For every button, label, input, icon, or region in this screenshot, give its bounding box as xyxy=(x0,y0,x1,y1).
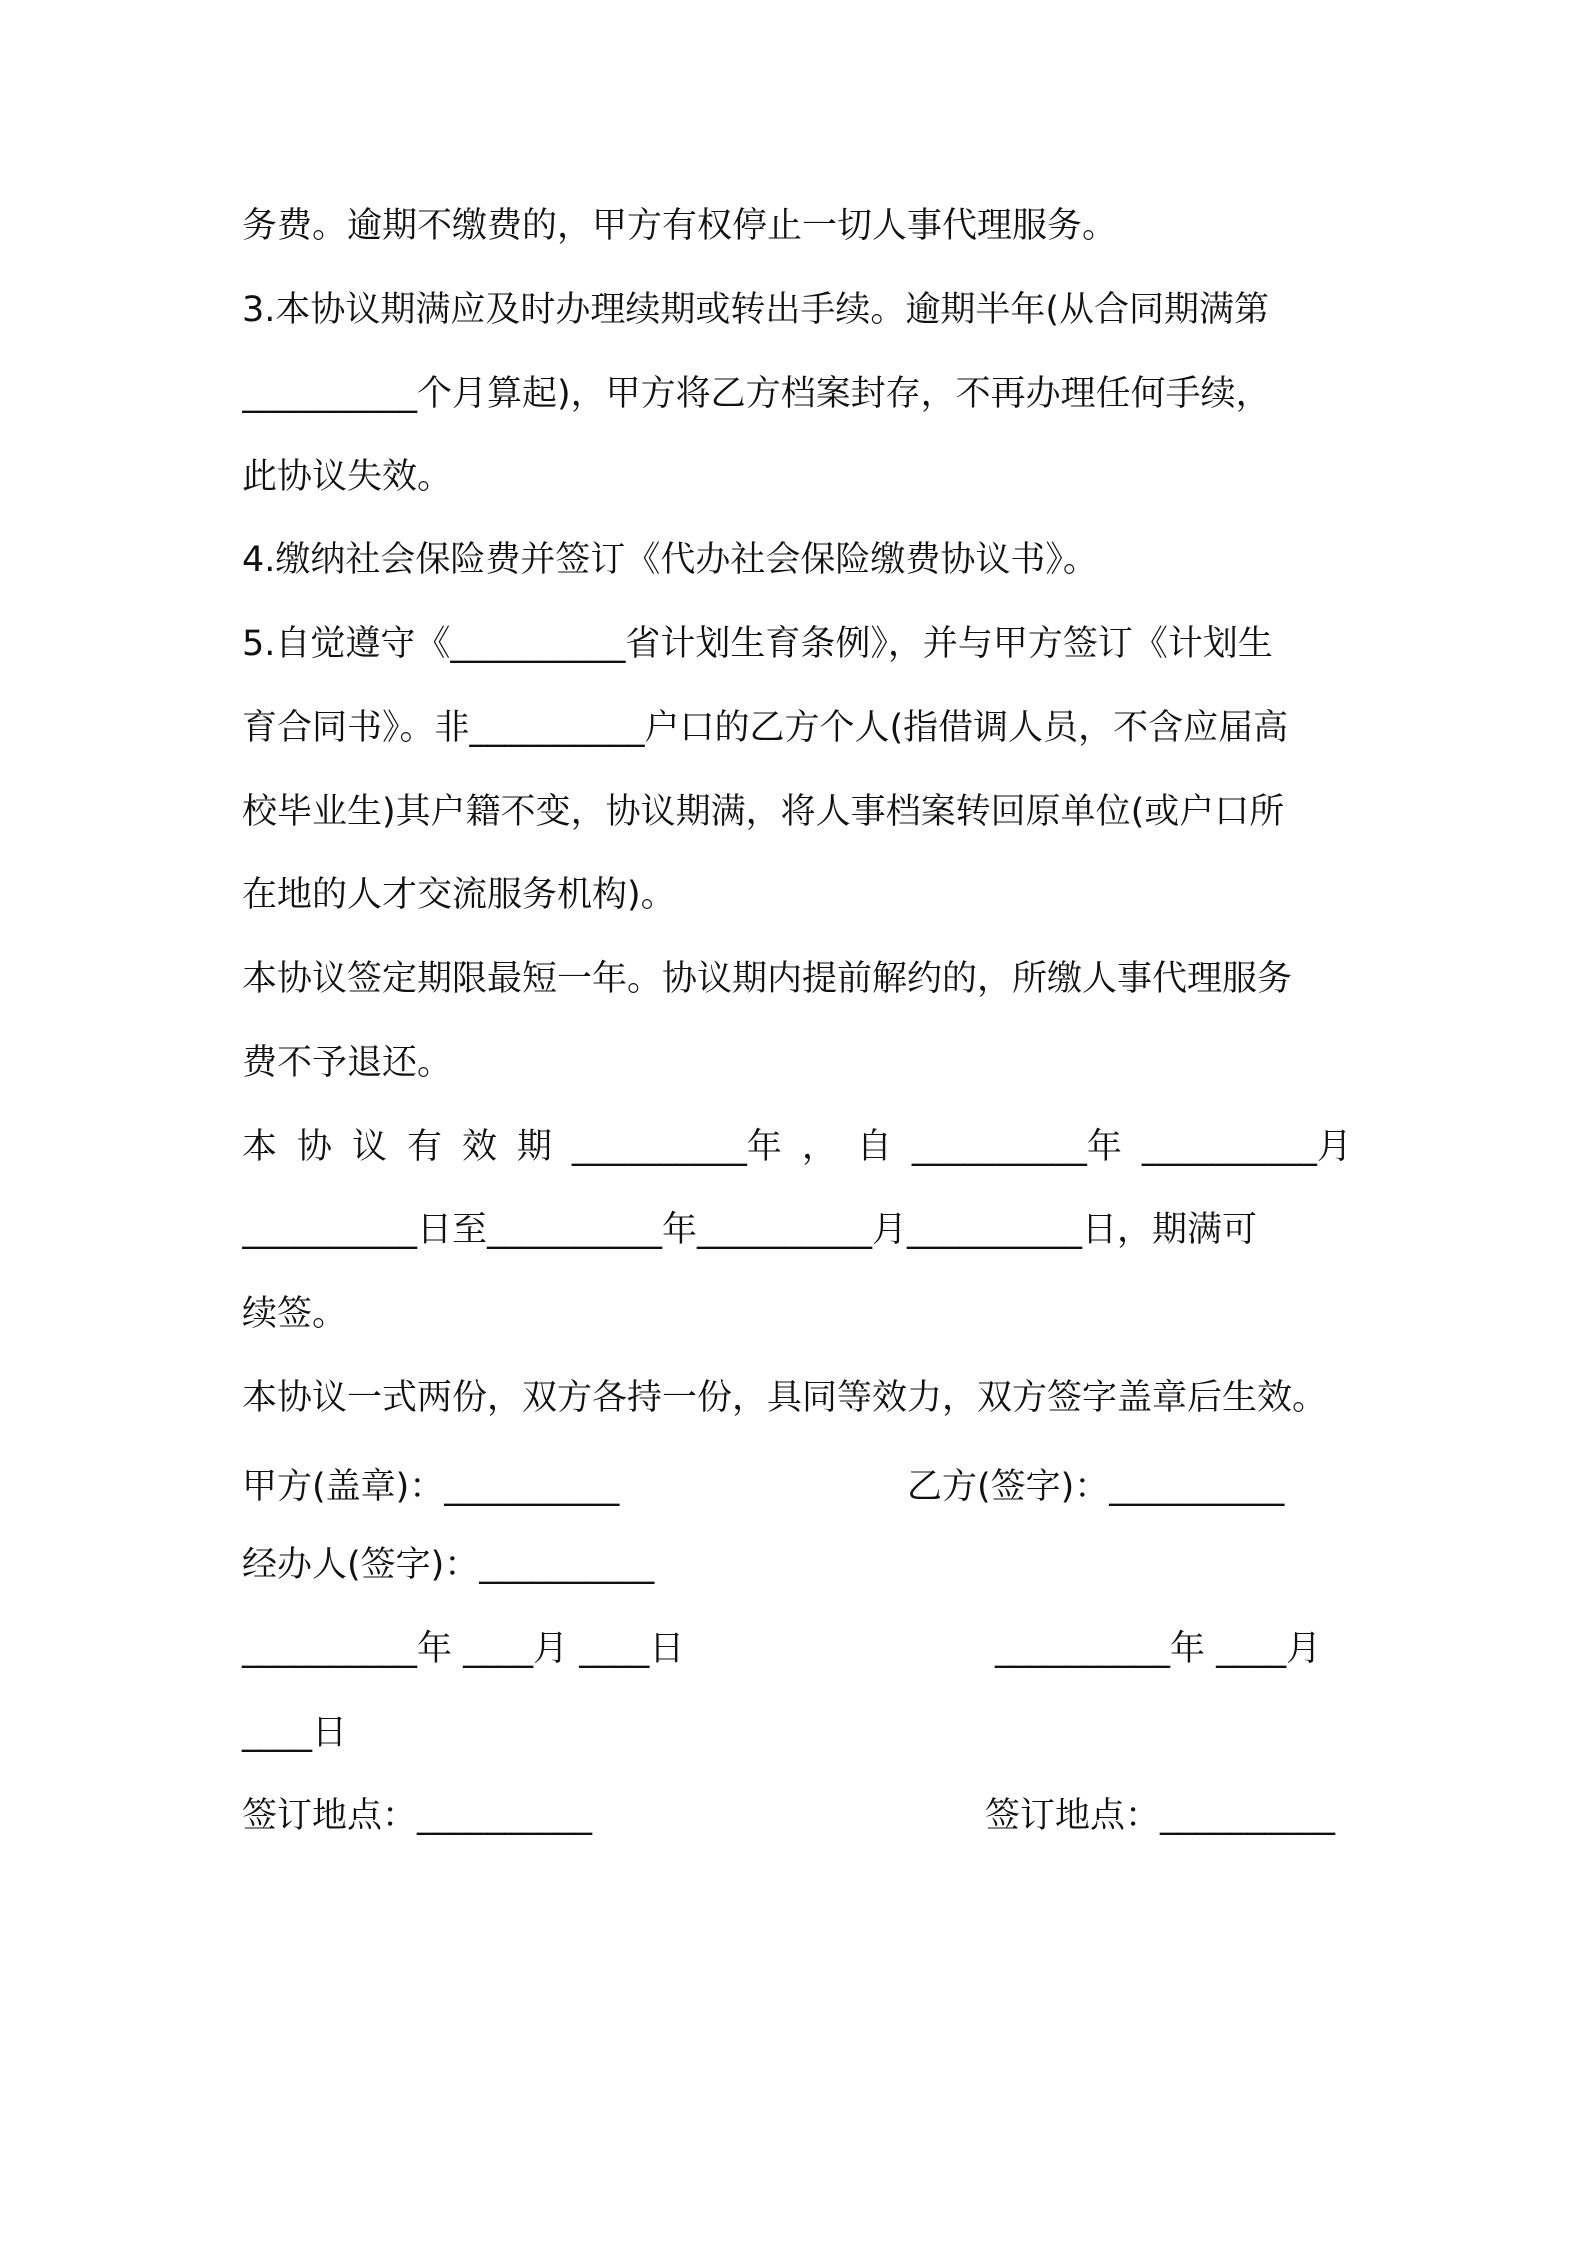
date-party-b-day: ____日 xyxy=(242,1713,348,1753)
handler-signature: 经办人(签字)：__________ xyxy=(242,1545,655,1585)
term-line xyxy=(242,1125,1352,1169)
term-token: __________月 xyxy=(1141,1127,1352,1167)
party-b-signature: 乙方(签字)：__________ xyxy=(907,1467,1285,1507)
paragraph-line: 此协议失效。 xyxy=(242,457,453,497)
paragraph-line: 5.自觉遵守《__________省计划生育条例》，并与甲方签订《计划生 xyxy=(242,624,1273,664)
signing-place-b: 签订地点：__________ xyxy=(985,1796,1336,1836)
term-token: 本 xyxy=(242,1127,278,1167)
paragraph-line: 在地的人才交流服务机构)。 xyxy=(242,875,676,915)
copies-line: 本协议一式两份，双方各持一份，具同等效力，双方签字盖章后生效。 xyxy=(242,1378,1328,1418)
term-line-3: 续签。 xyxy=(242,1294,348,1334)
paragraph-line: __________个月算起)，甲方将乙方档案封存，不再办理任何手续， xyxy=(242,374,1271,414)
term-token: 有 xyxy=(406,1127,442,1167)
paragraph-line: 本协议签定期限最短一年。协议期内提前解约的，所缴人事代理服务 xyxy=(242,959,1293,999)
date-party-b: __________年 ____月 xyxy=(995,1629,1322,1669)
paragraph-line: 3.本协议期满应及时办理续期或转出手续。逾期半年(从合同期满第 xyxy=(242,290,1270,330)
term-token: 期 xyxy=(516,1127,552,1167)
term-line-2: __________日至__________年__________月__________日，期满可 xyxy=(242,1210,1258,1250)
paragraph-line: 务费。逾期不缴费的，甲方有权停止一切人事代理服务。 xyxy=(242,206,1118,246)
term-token: 效 xyxy=(461,1127,497,1167)
term-token: 协 xyxy=(296,1127,332,1167)
term-token: 自 xyxy=(856,1127,892,1167)
paragraph-line: 4.缴纳社会保险费并签订《代办社会保险缴费协议书》。 xyxy=(242,540,1098,580)
term-token: 议 xyxy=(351,1127,387,1167)
term-token: __________年 xyxy=(911,1127,1122,1167)
paragraph-line: 校毕业生)其户籍不变，协议期满，将人事档案转回原单位(或户口所 xyxy=(242,792,1285,832)
paragraph-line: 育合同书》。非__________户口的乙方个人(指借调人员，不含应届高 xyxy=(242,708,1289,748)
party-a-seal: 甲方(盖章)：__________ xyxy=(242,1467,620,1507)
date-party-a: __________年 ____月 ____日 xyxy=(242,1629,685,1669)
paragraph-line: 费不予退还。 xyxy=(242,1043,453,1083)
signing-place-a: 签订地点：__________ xyxy=(242,1796,593,1836)
term-token: ， xyxy=(801,1127,837,1167)
term-token: __________年 xyxy=(571,1127,782,1167)
